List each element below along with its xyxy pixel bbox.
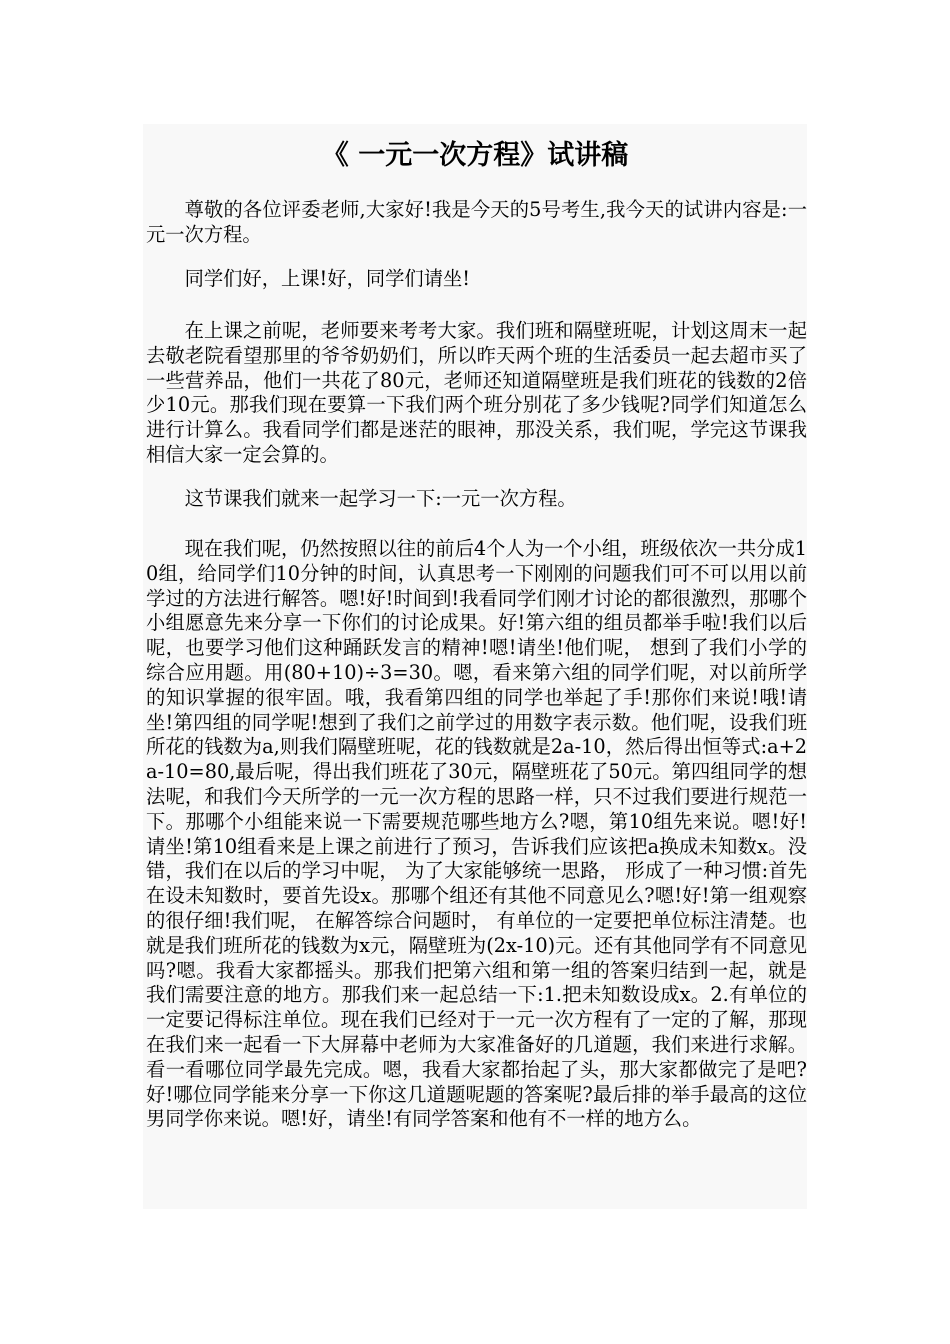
paragraph-topic: 这节课我们就来一起学习一下:一元一次方程。 bbox=[184, 487, 577, 510]
paragraph-class-start: 同学们好，上课!好，同学们请坐! bbox=[184, 267, 471, 290]
paragraph-greeting: 尊敬的各位评委老师,大家好!我是今天的5号考生,我今天的试讲内容是:一元一次方程。 bbox=[146, 198, 807, 246]
paragraph-intro-problem: 在上课之前呢，老师要来考考大家。我们班和隔壁班呢，计划这周末一起去敬老院看望那里的爷爷奶奶们，所以昨天两个班的生活委员一起去超市买了一些营养品，他们一共花了80元，老师还知道隔壁班是我们班花的钱数的2倍少10元。那我们现在要算一下我们两个班分别花了多少钱呢?同学们知道怎么进行计算么。我看同学们都是迷茫的眼神，那没关系，我们呢，学完这节课我相信大家一定会算的。 bbox=[146, 319, 807, 466]
document-page bbox=[143, 124, 807, 1209]
document-title: 《 一元一次方程》试讲稿 bbox=[321, 140, 629, 171]
paragraph-group-discussion: 现在我们呢，仍然按照以往的前后4个人为一个小组，班级依次一共分成10组，给同学们10分钟的时间，认真思考一下刚刚的问题我们可不可以用以前学过的方法进行解答。嗯!好!时间到!我看同学们刚才讨论的都很激烈，那哪个小组愿意先来分享一下你们的讨论成果。好!第六组的组员都举手啦!我们以后呢，也要学习他们这种踊跃发言的精神!嗯!请坐!他们呢， 想到了我们小学的综合应用题。用(80+10)÷3=30。嗯，看来第六组的同学们呢，对以前所学的知识掌握的很牢固。哦，我看第四组的同学也举起了手!那你们来说!哦!请坐!第四组的同学呢!想到了我们之前学过的用数字表示数。他们呢，设我们班所花的钱数为a,则我们隔壁班呢，花的钱数就是2a-10，然后得出恒等式:a+2a-10=80,最后呢，得出我们班花了30元，隔壁班花了50元。第四组同学的想法呢，和我们今天所学的一元一次方程的思路一样，只不过我们要进行规范一下。那哪个小组能来说一下需要规范哪些地方么?嗯，第10组先来说。嗯!好!请坐!第10组看来是上课之前进行了预习，告诉我们应该把a换成未知数x。没错，我们在以后的学习中呢， 为了大家能够统一思路， 形成了一种习惯:首先在设未知数时，要首先设x。那哪个组还有其他不同意见么?嗯!好!第一组观察的很仔细!我们呢， 在解答综合问题时， 有单位的一定要把单位标注清楚。也就是我们班所花的钱数为x元，隔壁班为(2x-10)元。还有其他同学有不同意见吗?嗯。我看大家都摇头。那我们把第六组和第一组的答案归结到一起，就是我们需要注意的地方。那我们来一起总结一下:1.把未知数设成x。2.有单位的一定要记得标注单位。现在我们已经对于一元一次方程有了一定的了解，那现在我们来一起看一下大屏幕中老师为大家准备好的几道题，我们来进行求解。看一看哪位同学最先完成。嗯，我看大家都抬起了头，那大家都做完了是吧?好!哪位同学能来分享一下你这几道题呢题的答案呢?最后排的举手最高的这位男同学你来说。嗯!好，请坐!有同学答案和他有不一样的地方么。 bbox=[146, 537, 807, 1131]
